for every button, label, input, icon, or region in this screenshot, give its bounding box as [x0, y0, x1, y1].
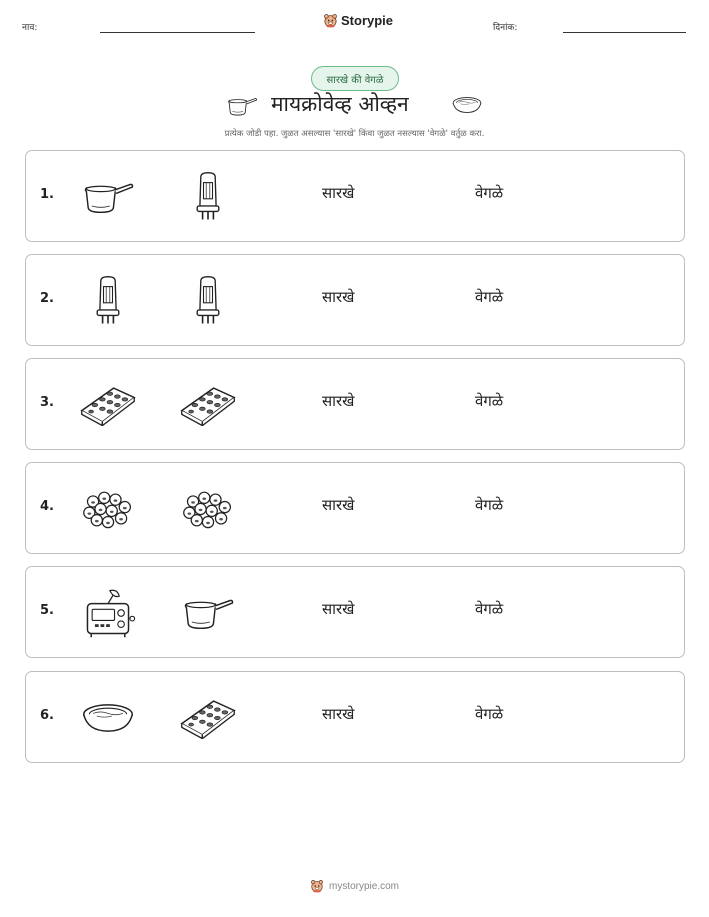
- bulb-icon: [190, 169, 226, 225]
- bowl-icon: [80, 699, 136, 737]
- question-number: 4.: [40, 499, 54, 514]
- bowl-icon: [451, 94, 483, 116]
- picture-left: [76, 169, 140, 225]
- option-different[interactable]: वेगळे: [475, 184, 504, 202]
- picture-right: [176, 690, 240, 746]
- picture-left: [76, 377, 140, 433]
- saucepan-icon: [81, 179, 135, 215]
- footer-site: mystorypie.com: [328, 880, 399, 892]
- question-number: 2.: [40, 291, 54, 306]
- bulb-icon: [190, 273, 226, 329]
- date-label: दिनांक:: [493, 23, 518, 33]
- question-number: 5.: [40, 603, 54, 618]
- option-same[interactable]: सारखे: [322, 184, 355, 202]
- option-different[interactable]: वेगळे: [475, 600, 504, 618]
- saucepan-icon: [181, 595, 235, 631]
- picture-left: [76, 481, 140, 537]
- option-different[interactable]: वेगळे: [475, 288, 504, 306]
- picture-left: [76, 585, 140, 641]
- tray-icon: [78, 384, 138, 426]
- picture-right: [176, 481, 240, 537]
- picture-left: [76, 273, 140, 329]
- exercise-row: [25, 462, 685, 554]
- option-different[interactable]: वेगळे: [475, 392, 504, 410]
- option-same[interactable]: सारखे: [322, 392, 355, 410]
- exercise-row: [25, 566, 685, 658]
- picture-left: [76, 690, 140, 746]
- title-row: [0, 90, 709, 122]
- picture-right: [176, 585, 240, 641]
- question-number: 1.: [40, 187, 54, 202]
- picture-right: [176, 377, 240, 433]
- name-field-line[interactable]: [100, 32, 255, 33]
- popcorn-icon: [180, 488, 236, 530]
- option-same[interactable]: सारखे: [322, 496, 355, 514]
- option-same[interactable]: सारखे: [322, 600, 355, 618]
- tray-icon: [178, 697, 238, 739]
- exercise-row: [25, 358, 685, 450]
- option-same[interactable]: सारखे: [322, 705, 355, 723]
- footer: [0, 879, 709, 893]
- mascot-icon: [323, 13, 338, 28]
- saucepan-icon: [226, 95, 258, 117]
- exercise-row: [25, 150, 685, 242]
- picture-right: [176, 273, 240, 329]
- option-different[interactable]: वेगळे: [475, 496, 504, 514]
- exercise-row: [25, 254, 685, 346]
- brand-name: Storypie: [341, 13, 394, 28]
- option-same[interactable]: सारखे: [322, 288, 355, 306]
- worksheet-type-badge: सारखे की वेगळे: [311, 66, 399, 91]
- date-field-line[interactable]: [563, 32, 686, 33]
- name-label: नाव:: [22, 23, 38, 33]
- brand-logo: [323, 13, 393, 28]
- mascot-icon: [310, 879, 324, 893]
- bulb-icon: [90, 273, 126, 329]
- popcorn-icon: [80, 488, 136, 530]
- question-number: 6.: [40, 708, 54, 723]
- tray-icon: [178, 384, 238, 426]
- microwave-icon: [80, 586, 136, 640]
- page-title: मायक्रोवेव्ह ओव्हन: [271, 92, 409, 116]
- instructions: प्रत्येक जोडी पहा. जुळत असल्यास 'सारखे' किंवा जुळत नसल्यास 'वेगळे' वर्तुळ करा.: [224, 129, 485, 139]
- option-different[interactable]: वेगळे: [475, 705, 504, 723]
- picture-right: [176, 169, 240, 225]
- worksheet-header: [0, 0, 709, 50]
- exercise-row: [25, 671, 685, 763]
- question-number: 3.: [40, 395, 54, 410]
